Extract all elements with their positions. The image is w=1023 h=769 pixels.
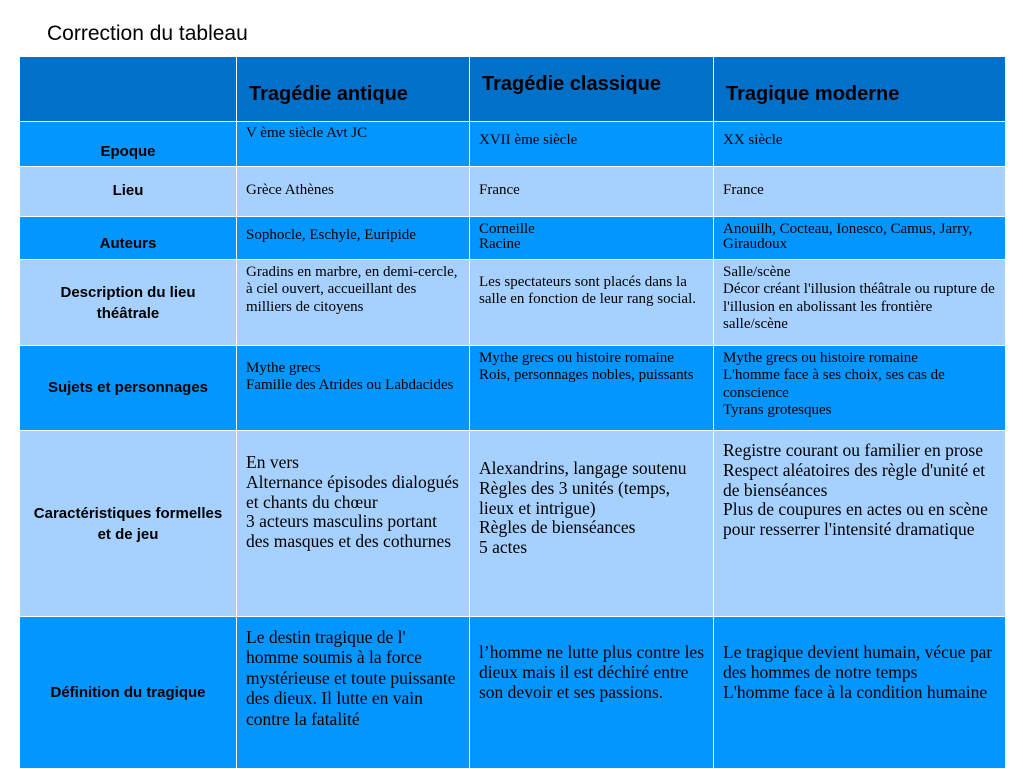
- cell-line: Rois, personnages nobles, puissants: [479, 367, 694, 384]
- column-header-tragique-moderne: Tragique moderne: [714, 57, 1006, 122]
- correction-table: [19, 56, 1006, 769]
- row-header-epoque: Epoque: [20, 122, 237, 167]
- cell-line: Anouilh, Cocteau, Ionesco, Camus, Jarry, Giraudoux: [723, 221, 973, 252]
- row-header-definition-du-tragique: Définition du tragique: [20, 617, 237, 769]
- column-header-tragedie-antique: Tragédie antique: [237, 57, 470, 122]
- cell-line: Plus de coupures en actes ou en scène pour resserrer l'intensité dramatique: [723, 499, 988, 540]
- row-header-description-du-lieu: Description du lieu théâtrale: [20, 260, 237, 346]
- cell-line: En vers: [246, 452, 299, 472]
- cell-line: France: [479, 182, 520, 198]
- header-row: [20, 57, 1006, 122]
- cell-line: Le destin tragique de l' homme soumis à la force mystérieuse et toute puissante des dieux. Il lutte en vain contre la fatalité: [246, 627, 456, 729]
- table-cell: [237, 431, 470, 617]
- cell-line: Tyrans grotesques: [723, 401, 832, 418]
- table-cell: [714, 431, 1006, 617]
- table-cell: [237, 617, 470, 769]
- cell-line: Famille des Atrides ou Labdacides: [246, 377, 454, 394]
- table-row: [20, 346, 1006, 431]
- table-row: [20, 122, 1006, 167]
- table-row: [20, 217, 1006, 260]
- table-cell: [237, 167, 470, 217]
- cell-line: Gradins en marbre, en demi-cercle, à ciel ouvert, accueillant des milliers de citoyens: [246, 264, 458, 315]
- cell-line: XVII ème siècle: [479, 132, 578, 148]
- cell-line: Alternance épisodes dialogués et chants du chœur: [246, 471, 459, 512]
- cell-line: L'homme face à ses choix, ses cas de conscience: [723, 367, 945, 401]
- cell-line: 5 actes: [479, 537, 528, 558]
- cell-line: Règles de bienséances: [479, 517, 636, 538]
- table-row: [20, 260, 1006, 346]
- cell-line: Salle/scène: [723, 264, 791, 280]
- cell-line: Décor créant l'illusion théâtrale ou rupture de l'illusion en abolissant les frontière salle/scène: [723, 281, 995, 332]
- cell-line: 3 acteurs masculins portant des masques et des cothurnes: [246, 511, 452, 552]
- cell-line: V ème siècle Avt JC: [246, 125, 368, 141]
- row-header-sujets-et-personnages: Sujets et personnages: [20, 346, 237, 431]
- cell-line: Mythe grecs: [246, 360, 321, 376]
- cell-line: Alexandrins, langage soutenu: [479, 458, 687, 478]
- row-header-caracteristiques-formelles: Caractéristiques formelles et de jeu: [20, 431, 237, 617]
- cell-line: Racine: [479, 236, 521, 252]
- cell-line: Registre courant ou familier en prose: [723, 440, 983, 460]
- cell-line: XX siècle: [723, 132, 783, 148]
- cell-line: L'homme face à la condition humaine: [723, 681, 988, 702]
- table-cell: [470, 346, 714, 431]
- table-row: [20, 431, 1006, 617]
- cell-line: Mythe grecs ou histoire romaine: [479, 350, 674, 366]
- table-cell: [470, 260, 714, 346]
- cell-line: France: [723, 182, 764, 198]
- table-row: [20, 167, 1006, 217]
- row-header-lieu: Lieu: [20, 167, 237, 217]
- cell-line: Règles des 3 unités (temps, lieux et intrigue): [479, 477, 671, 518]
- cell-line: l’homme ne lutte plus contre les dieux mais il est déchiré entre son devoir et ses passions.: [479, 642, 705, 702]
- table-row: [20, 617, 1006, 769]
- cell-line: Respect aléatoires des règle d'unité et de bienséances: [723, 459, 986, 500]
- table-cell: [714, 346, 1006, 431]
- page-title: Correction du tableau: [47, 22, 248, 45]
- cell-line: Le tragique devient humain, vécue par des hommes de notre temps: [723, 642, 993, 682]
- cell-line: Corneille: [479, 221, 535, 237]
- table-cell: [237, 122, 470, 167]
- row-header-auteurs: Auteurs: [20, 217, 237, 260]
- table-cell: [714, 122, 1006, 167]
- table-cell: [714, 217, 1006, 260]
- cell-line: Sophocle, Eschyle, Euripide: [246, 227, 416, 243]
- cell-line: Mythe grecs ou histoire romaine: [723, 350, 918, 366]
- column-header-tragedie-classique: Tragédie classique: [470, 57, 714, 122]
- cell-line: Les spectateurs sont placés dans la salle en fonction de leur rang social.: [479, 274, 697, 308]
- table-cell: [714, 617, 1006, 769]
- table-cell: [237, 260, 470, 346]
- table-cell: [714, 167, 1006, 217]
- corner-cell: [20, 57, 237, 122]
- table-cell: [714, 260, 1006, 346]
- table-cell: [470, 217, 714, 260]
- cell-line: Grèce Athènes: [246, 182, 334, 198]
- table-cell: [470, 617, 714, 769]
- table-cell: [470, 122, 714, 167]
- table-cell: [470, 167, 714, 217]
- table-cell: [237, 217, 470, 260]
- table-cell: [470, 431, 714, 617]
- table-cell: [237, 346, 470, 431]
